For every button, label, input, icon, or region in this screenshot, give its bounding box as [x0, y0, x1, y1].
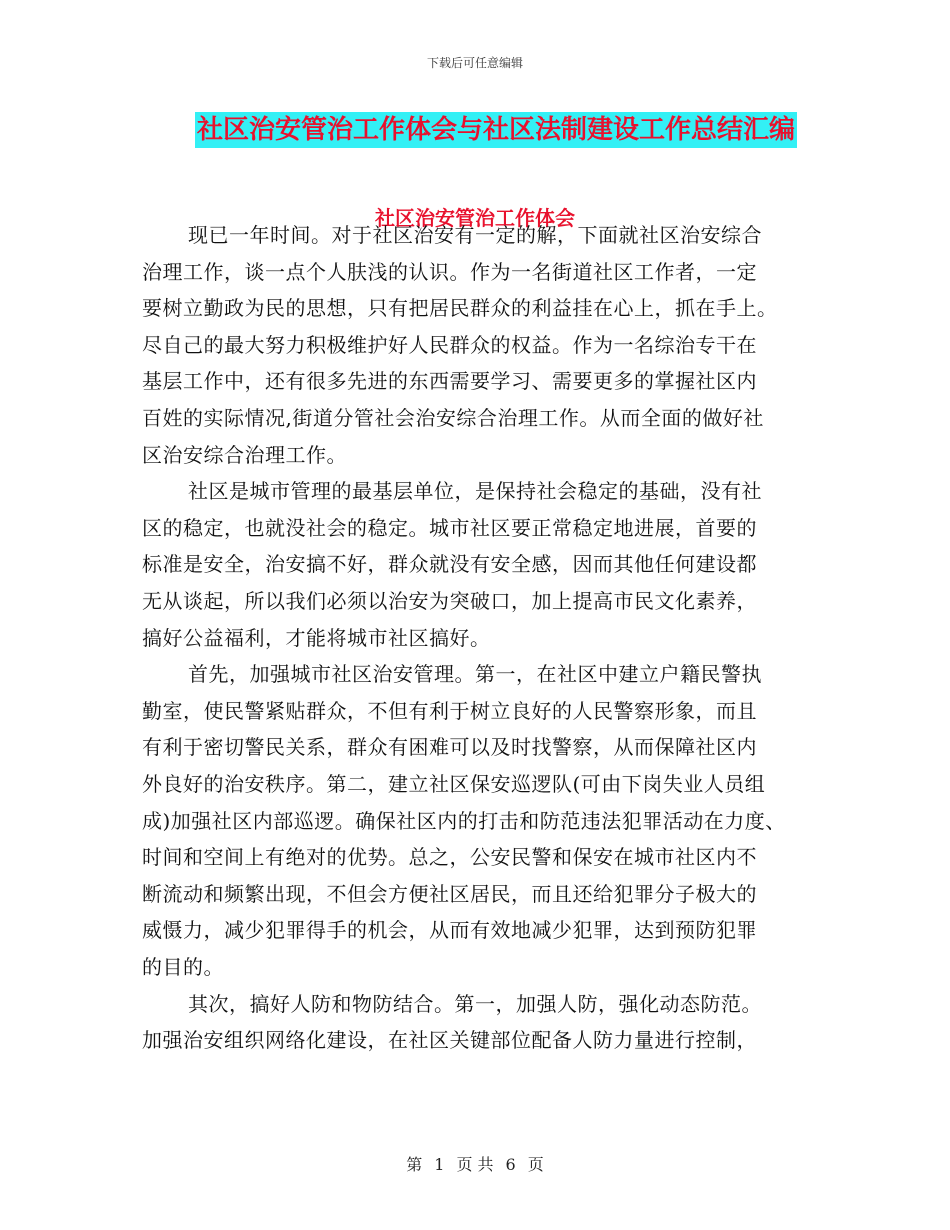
text-line: 加强治安组织网络化建设，在社区关键部位配备人防力量进行控制，: [142, 1028, 757, 1053]
footer-middle: 页 共: [456, 1155, 494, 1174]
text-line: 外良好的治安秩序。第二，建立社区保安巡逻队(可由下岗失业人员组: [142, 772, 766, 796]
page-footer: [0, 1152, 950, 1175]
text-line: 区的稳定，也就没社会的稳定。城市社区要正常稳定地进展，首要的: [142, 515, 757, 540]
text-line: 时间和空间上有绝对的优势。总之，公安民警和保安在城市社区内不: [142, 845, 757, 870]
section-title: 社区治安管治工作体会: [375, 206, 575, 230]
text-line: 社区是城市管理的最基层单位，是保持社会稳定的基础，没有社: [188, 479, 762, 504]
text-line: 现已一年时间。对于社区治安有一定的解，下面就社区治安综合: [188, 223, 762, 247]
text-line: 搞好公益福利，才能将城市社区搞好。: [142, 625, 491, 650]
text-line: 要树立勤政为民的思想，只有把居民群众的利益挂在心上，抓在手上。: [142, 296, 778, 321]
text-line: 成)加强社区内部巡逻。确保社区内的打击和防范违法犯罪活动在力度、: [142, 808, 786, 833]
text-line: 标准是安全，治安搞不好，群众就没有安全感，因而其他任何建设都: [142, 552, 757, 577]
text-line: 其次，搞好人防和物防结合。第一，加强人防，强化动态防范。: [188, 991, 762, 1016]
header-note: 下载后可任意编辑: [426, 56, 523, 70]
text-line: 首先，加强城市社区治安管理。第一，在社区中建立户籍民警执: [188, 662, 762, 687]
text-line: 百姓的实际情况,街道分管社会治安综合治理工作。从而全面的做好社: [142, 406, 764, 430]
text-line: 有利于密切警民关系，群众有困难可以及时找警察，从而保障社区内: [142, 735, 757, 760]
text-line: 尽自己的最大努力积极维护好人民群众的权益。作为一名综治专干在: [142, 332, 757, 357]
text-line: 区治安综合治理工作。: [142, 442, 347, 467]
footer-suffix: 页: [527, 1155, 544, 1174]
text-line: 无从谈起，所以我们必须以治安为突破口，加上提高市民文化素养，: [142, 589, 757, 613]
text-line: 基层工作中，还有很多先进的东西需要学习、需要更多的掌握社区内: [142, 369, 757, 394]
footer-prefix: 第: [406, 1155, 423, 1174]
text-line: 勤室，使民警紧贴群众，不但有利于树立良好的人民警察形象，而且: [142, 698, 757, 723]
footer-page-number: 1: [434, 1155, 445, 1174]
text-line: 的目的。: [142, 955, 224, 979]
footer-total-pages: 6: [505, 1155, 516, 1174]
text-line: 威慑力，减少犯罪得手的机会，从而有效地减少犯罪，达到预防犯罪: [142, 918, 757, 943]
text-line: 治理工作，谈一点个人肤浅的认识。作为一名街道社区工作者，一定: [142, 259, 757, 284]
document-title: 社区治安管治工作体会与社区法制建设工作总结汇编: [195, 112, 797, 148]
text-line: 断流动和频繁出现，不但会方便社区居民，而且还给犯罪分子极大的: [142, 881, 757, 906]
